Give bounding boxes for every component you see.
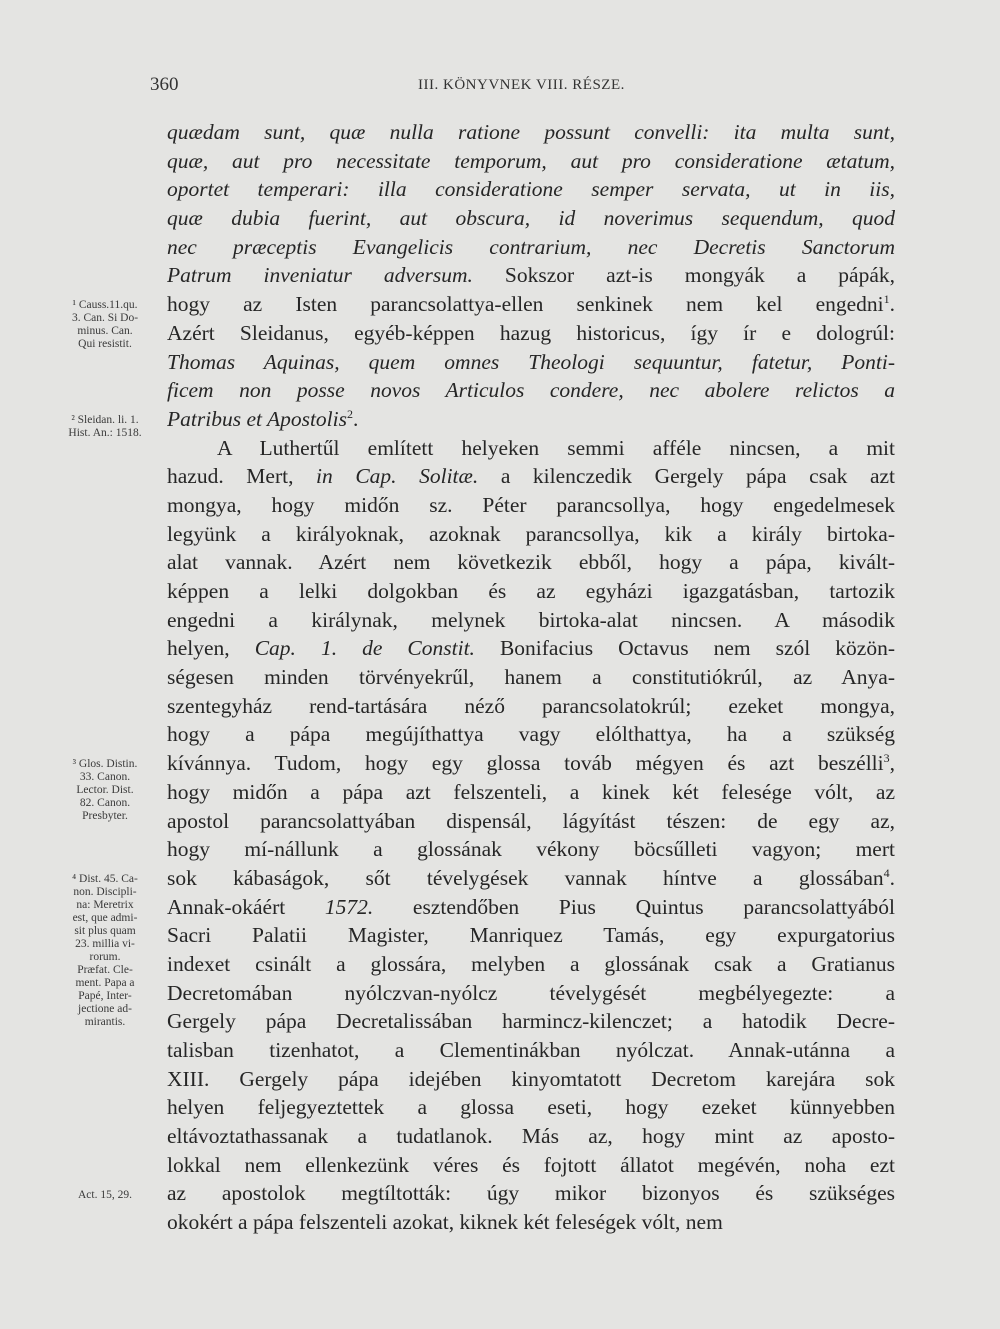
latin-text: quæ dubia fuerint, aut obscura, id noverimus sequendum, quod xyxy=(167,206,895,231)
text-line xyxy=(167,147,895,176)
text-line xyxy=(167,290,895,319)
text-line xyxy=(167,1036,895,1065)
text-segment: Sacri Palatii Magister, Manriquez Tamás, egy expurgatorius xyxy=(167,923,895,948)
text-segment: helyen, xyxy=(167,636,255,661)
text-line xyxy=(167,921,895,950)
text-line xyxy=(167,520,895,549)
margin-note-line: ¹ Causs.11.qu. xyxy=(72,299,138,312)
margin-note-line: Papé, Inter- xyxy=(78,990,132,1003)
text-line xyxy=(167,950,895,979)
margin-note-line: Qui resistit. xyxy=(78,338,132,351)
margin-note-line: 33. Canon. xyxy=(79,771,131,784)
margin-note-line: ³ Glos. Distin. xyxy=(72,758,138,771)
text-segment: mongya, hogy midőn sz. Péter parancsollya, hogy engedelmesek xyxy=(167,492,895,517)
latin-text: quædam sunt, quæ nulla ratione possunt convelli: ita multa sunt, xyxy=(167,120,895,144)
text-segment: a kilenczedik Gergely pápa csak azt xyxy=(478,464,895,489)
margin-note-line: non. Discipli- xyxy=(73,886,137,899)
text-segment: Decretomában nyólczvan-nyólcz tévelygését megbélyegezte: a xyxy=(167,980,895,1005)
text-segment: . xyxy=(352,406,359,431)
text-segment: Gergely pápa Decretalissában harmincz-kilenczet; a hatodik Decre- xyxy=(167,1009,895,1034)
text-line xyxy=(167,175,895,204)
text-segment: lokkal nem ellenkezünk véres és fojtott állatot megévén, noha ezt xyxy=(167,1152,895,1177)
text-segment: indexet csinált a glossára, melyben a glossának csak a Gratianus xyxy=(167,951,895,976)
text-line xyxy=(167,1179,895,1208)
text-segment: helyen feljegyeztettek a glossa eseti, hogy ezeket künnyebben xyxy=(167,1095,895,1120)
margin-note-line: est, que admi- xyxy=(72,912,138,925)
text-line xyxy=(167,548,895,577)
text-line xyxy=(167,634,895,663)
latin-text: 1572. xyxy=(324,894,374,919)
text-line xyxy=(167,720,895,749)
margin-note-line: Præfat. Cle- xyxy=(77,964,133,977)
margin-note-line: minus. Can. xyxy=(77,325,133,338)
text-segment: ségesen minden törvényekrűl, hanem a constitutiókrúl, az Anya- xyxy=(167,665,895,690)
text-segment: , xyxy=(889,751,895,776)
text-line xyxy=(167,749,895,778)
text-segment: legyünk a királyoknak, azoknak parancsollya, kik a király birtoka- xyxy=(167,521,895,546)
text-line xyxy=(167,606,895,635)
latin-text: Patrum inveniatur adversum. xyxy=(167,263,473,288)
margin-note-line: 82. Canon. xyxy=(79,797,131,810)
text-line xyxy=(167,118,895,147)
text-line xyxy=(167,692,895,721)
text-line xyxy=(167,1122,895,1151)
margin-note xyxy=(48,873,162,1029)
text-segment: Azért Sleidanus, egyéb-képpen hazug historicus, így ír e dologrúl: xyxy=(167,320,895,345)
text-segment: Sokszor azt-is mongyák a pápák, xyxy=(472,263,895,288)
text-segment: . xyxy=(889,292,895,317)
text-segment: hazud. Mert, xyxy=(167,464,317,489)
margin-note-line: rorum. xyxy=(89,951,121,964)
text-segment: hogy midőn a pápa azt felszenteli, a kinek két felesége vólt, az xyxy=(167,779,895,804)
text-segment: eltávoztathassanak a tudatlanok. Más az, hogy mint az aposto- xyxy=(167,1124,895,1149)
text-segment: Annak-okáért xyxy=(167,894,325,919)
margin-note-line: ment. Papa a xyxy=(75,977,135,990)
text-line xyxy=(167,261,895,290)
text-line xyxy=(167,778,895,807)
margin-note-line: Act. 15, 29. xyxy=(78,1188,132,1201)
margin-note-line: ² Sleidan. li. 1. xyxy=(71,414,139,426)
text-line xyxy=(167,434,895,463)
latin-text: ficem non posse novos Articulos condere, nec abolere relictos a xyxy=(167,378,895,403)
text-line xyxy=(167,864,895,893)
text-line xyxy=(167,376,895,405)
text-segment: sok kábaságok, sőt tévelygések vannak híntve a glossában xyxy=(167,865,884,890)
text-segment: hogy mí-nállunk a glossának vékony böcsűlleti vagyon; mert xyxy=(167,837,895,862)
text-line xyxy=(167,405,895,434)
footnote-ref: 4 xyxy=(883,865,890,880)
text-segment: apostol parancsolattyában dispensál, lágyítást tészen: de egy az, xyxy=(167,808,895,833)
margin-note-line: 23. millia vi- xyxy=(75,938,135,951)
text-segment: A Luthertűl említett helyeken semmi afféle nincsen, a mit xyxy=(217,435,895,460)
margin-note-line: Lector. Dist. xyxy=(76,784,134,797)
margin-note xyxy=(48,299,162,351)
text-line xyxy=(167,979,895,1008)
margin-note-line: Presbyter. xyxy=(82,810,128,823)
text-segment: alat vannak. Azért nem következik ebből, hogy a pápa, kivált- xyxy=(167,550,895,575)
text-segment: képpen a lelki dolgokban és az egyházi igazgatásban, tartozik xyxy=(167,579,895,603)
latin-text: oportet temperari: illa consideratione semper servata, ut in iis, xyxy=(167,177,895,202)
text-line xyxy=(167,204,895,233)
text-segment: Bonifacius Octavus nem szól közön- xyxy=(474,636,895,661)
margin-note-line: Hist. An.: 1518. xyxy=(68,427,142,439)
margin-note-line: na: Meretrix xyxy=(76,899,134,912)
latin-text: nec præceptis Evangelicis contrarium, nec Decretis Sanctorum xyxy=(167,234,895,259)
running-head: III. KÖNYVNEK VIII. RÉSZE. xyxy=(418,77,625,93)
margin-note xyxy=(48,414,162,440)
footnote-ref: 2 xyxy=(346,406,353,421)
text-segment: hogy a pápa megújíthattya vagy elólthattya, ha a szükség xyxy=(167,722,895,747)
margin-note-line: jectione ad- xyxy=(78,1003,132,1016)
latin-text: in Cap. Solitæ. xyxy=(316,464,479,489)
text-line xyxy=(167,577,895,606)
text-segment: kívánnya. Tudom, hogy egy glossa továb mégyen és azt beszélli xyxy=(167,751,884,776)
text-line xyxy=(167,1007,895,1036)
text-segment: az apostolok megtíltották: úgy mikor bizonyos és szükséges xyxy=(167,1181,895,1206)
latin-text: Thomas Aquinas, quem omnes Theologi sequuntur, fatetur, Ponti- xyxy=(167,349,895,374)
text-line xyxy=(167,1065,895,1094)
margin-note-line: ⁴ Dist. 45. Ca- xyxy=(72,873,138,886)
margin-note-line: 3. Can. Si Do- xyxy=(71,312,139,325)
text-line xyxy=(167,835,895,864)
body-text xyxy=(167,118,895,1237)
text-line xyxy=(167,462,895,491)
text-line xyxy=(167,1093,895,1122)
text-segment: okokért a pápa felszenteli azokat, kiknek két feleségek vólt, nem xyxy=(167,1210,723,1235)
text-segment: XIII. Gergely pápa idejében kinyomtatott Decretom karejára sok xyxy=(167,1066,895,1091)
latin-text: Patribus et Apostolis xyxy=(167,406,347,431)
margin-note-line: mirantis. xyxy=(84,1016,126,1029)
text-segment: engedni a királynak, melynek birtoka-alat nincsen. A második xyxy=(167,607,895,632)
text-segment: esztendőben Pius Quintus parancsolattyából xyxy=(373,894,895,919)
text-line xyxy=(167,491,895,520)
text-segment: szentegyház rend-tartására néző parancsolatokrúl; ezeket mongya, xyxy=(167,693,895,718)
text-segment: talisban tizenhatot, a Clementinákban nyólczat. Annak-utánna a xyxy=(167,1038,895,1062)
text-line xyxy=(167,1151,895,1180)
page-header xyxy=(0,74,1000,104)
text-segment: hogy az Isten parancsolattya-ellen senkinek nem kel engedni xyxy=(167,292,884,317)
footnote-ref: 3 xyxy=(883,751,890,766)
text-line xyxy=(167,233,895,262)
margin-note-line: sit plus quam xyxy=(74,925,136,938)
margin-note xyxy=(48,1189,162,1202)
text-line xyxy=(167,663,895,692)
latin-text: Cap. 1. de Constit. xyxy=(254,636,475,661)
footnote-ref: 1 xyxy=(883,292,890,307)
text-segment: . xyxy=(889,865,895,890)
text-line xyxy=(167,319,895,348)
margin-note xyxy=(48,758,162,823)
latin-text: quæ, aut pro necessitate temporum, aut pro consideratione ætatum, xyxy=(167,148,895,173)
text-line xyxy=(167,893,895,922)
text-line xyxy=(167,348,895,377)
text-line xyxy=(167,807,895,836)
page-number: 360 xyxy=(150,74,179,95)
text-line xyxy=(167,1208,895,1237)
